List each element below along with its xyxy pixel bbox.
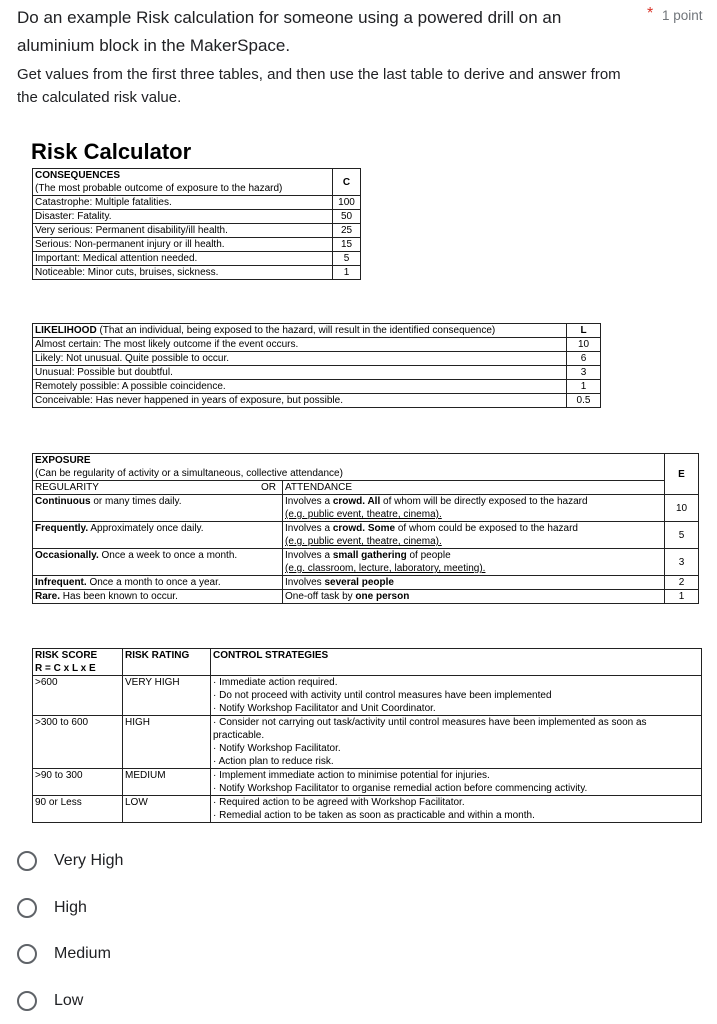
table-row [33,224,361,238]
table-row [33,238,361,252]
attendance-term: one person [355,591,410,602]
row-value: 50 [333,210,361,224]
exposure-header: EXPOSURE [35,455,91,466]
regularity-term: Frequently. [35,523,89,534]
attendance-text: One-off task by [285,591,356,602]
table-header-row [33,454,699,481]
consequences-col-header: C [333,169,361,196]
table-row [33,549,699,576]
regularity-text: or many times daily. [90,496,182,507]
regularity-term: Rare. [35,591,61,602]
attendance-text: Involves a [285,550,333,561]
row-label: Unusual: Possible but doubtful. [33,366,567,380]
likelihood-col-header: L [567,324,601,338]
attendance-text: of people [406,550,451,561]
risk-rating: LOW [123,796,211,823]
row-value: 100 [333,196,361,210]
control-item: Required action to be agreed with Workshop Facilitator. [219,797,465,808]
exposure-table [32,453,699,604]
consequences-header: CONSEQUENCES [35,170,121,181]
question-description: Get values from the first three tables, and then use the last table to derive and answer from the calculated risk value. [17,66,621,106]
attendance-text: of whom could be exposed to the hazard [395,523,578,534]
option-label: Medium [54,945,111,963]
table-row [33,210,361,224]
attendance-term: crowd. All [332,496,381,507]
row-value: 10 [567,338,601,352]
table-row [33,338,601,352]
radio-button[interactable] [17,898,37,918]
control-item: Notify Workshop Facilitator and Unit Coordinator. [219,703,436,714]
control-item: Notify Workshop Facilitator to organise remedial action before commencing activity. [219,783,588,794]
control-item: Immediate action required. [219,677,338,688]
row-label: Important: Medical attention needed. [33,252,333,266]
table-row [33,366,601,380]
table-row [33,252,361,266]
regularity-text: Approximately once daily. [88,523,204,534]
risk-rating-header: RISK RATING [123,649,211,676]
question-title: Do an example Risk calculation for someone using a powered drill on an aluminium block in the MakerSpace. [17,8,562,55]
exposure-col-header: E [665,454,699,495]
table-row [33,394,601,408]
table-row: >300 to 600 HIGH · Consider not carrying out task/activity until control measures have been implemented as soon as practicable. · Notify Workshop Facilitator. · Action plan to reduce risk. [33,716,702,769]
answer-options [17,838,123,1024]
table-row [33,522,699,549]
table-row [33,196,361,210]
row-value: 15 [333,238,361,252]
risk-rating: HIGH [123,716,211,769]
row-value: 1 [665,590,699,604]
or-label: OR [261,482,276,493]
risk-score-table [32,648,702,823]
row-label: Likely: Not unusual. Quite possible to occur. [33,352,567,366]
row-label: Disaster: Fatality. [33,210,333,224]
table-row [33,266,361,280]
row-label: Catastrophe: Multiple fatalities. [33,196,333,210]
attendance-text: Involves a [285,523,333,534]
regularity-header: REGULARITY [35,482,99,493]
attendance-term: small gathering [332,550,407,561]
row-value: 1 [333,266,361,280]
radio-button[interactable] [17,944,37,964]
option-label: Very High [54,852,124,870]
attendance-example: (e.g. public event, theatre, cinema). [285,536,442,547]
risk-score: 90 or Less [33,796,123,823]
radio-button[interactable] [17,851,37,871]
table-row: 90 or Less LOW · Required action to be agreed with Workshop Facilitator. · Remedial action to be taken as soon as practicable and within a month. [33,796,702,823]
row-label: Noticeable: Minor cuts, bruises, sickness. [33,266,333,280]
control-item: Consider not carrying out task/activity until control measures have been implemented as soon as practicable. [213,717,647,741]
consequences-table [32,168,361,280]
row-value: 3 [567,366,601,380]
risk-score: >300 to 600 [33,716,123,769]
row-value: 0.5 [567,394,601,408]
table-header-row [33,649,702,676]
regularity-term: Occasionally. [35,550,99,561]
risk-rating: MEDIUM [123,769,211,796]
risk-score-header: RISK SCORE [35,650,98,661]
row-value: 5 [333,252,361,266]
table-row: >600 VERY HIGH · Immediate action required. · Do not proceed with activity until control measures have been implemented · Notify Workshop Facilitator and Unit Coordinator. [33,676,702,716]
table-row [33,590,699,604]
row-value: 2 [665,576,699,590]
option-very-high[interactable] [17,838,123,885]
row-label: Serious: Non-permanent injury or ill health. [33,238,333,252]
row-value: 10 [665,495,699,522]
likelihood-header: LIKELIHOOD [35,325,97,336]
attendance-example: (e.g. classroom, lecture, laboratory, meeting). [285,563,486,574]
row-value: 25 [333,224,361,238]
points-label: 1 point [662,8,703,23]
regularity-text: Once a month to once a year. [86,577,221,588]
row-label: Almost certain: The most likely outcome if the event occurs. [33,338,567,352]
control-item: Do not proceed with activity until control measures have been implemented [219,690,552,701]
row-label: Very serious: Permanent disability/ill health. [33,224,333,238]
control-item: Remedial action to be taken as soon as practicable and within a month. [219,810,535,821]
table-row [33,576,699,590]
likelihood-table [32,323,601,408]
control-strategies-header: CONTROL STRATEGIES [211,649,702,676]
risk-formula: R = C x L x E [35,663,96,674]
option-medium[interactable] [17,931,123,978]
table-row [33,380,601,394]
required-asterisk: * [647,5,654,22]
table-row: >90 to 300 MEDIUM · Implement immediate action to minimise potential for injuries. · Notify Workshop Facilitator to organise remedial action before commencing activity. [33,769,702,796]
attendance-example: (e.g. public event, theatre, cinema). [285,509,442,520]
table-header-row [33,169,361,196]
likelihood-header-rest: (That an individual, being exposed to the hazard, will result in the identified consequence) [99,325,496,336]
option-label: Low [54,991,84,1009]
risk-calculator-image [29,136,702,826]
risk-calculator-title: Risk Calculator [31,139,192,164]
exposure-subheader: (Can be regularity of activity or a simultaneous, collective attendance) [35,468,343,479]
control-item: Implement immediate action to minimise potential for injuries. [219,770,490,781]
attendance-text: Involves [285,577,325,588]
option-low[interactable] [17,978,123,1024]
row-label: Conceivable: Has never happened in years of exposure, but possible. [33,394,567,408]
table-row [33,352,601,366]
regularity-term: Infrequent. [35,577,87,588]
table-subheader-row [33,481,699,495]
attendance-term: several people [324,577,394,588]
attendance-text: of whom will be directly exposed to the hazard [380,496,588,507]
table-header-row [33,324,601,338]
control-item: Action plan to reduce risk. [218,756,334,767]
option-high[interactable] [17,885,123,932]
consequences-subheader: (The most probable outcome of exposure to the hazard) [35,183,283,194]
risk-score: >600 [33,676,123,716]
row-label: Remotely possible: A possible coincidence. [33,380,567,394]
row-value: 1 [567,380,601,394]
row-value: 5 [665,522,699,549]
regularity-text: Has been known to occur. [60,591,178,602]
control-item: Notify Workshop Facilitator. [219,743,341,754]
attendance-term: crowd. Some [332,523,396,534]
row-value: 3 [665,549,699,576]
risk-score: >90 to 300 [33,769,123,796]
radio-button[interactable] [17,991,37,1011]
option-label: High [54,898,87,916]
row-value: 6 [567,352,601,366]
attendance-header: ATTENDANCE [283,481,665,495]
attendance-text: Involves a [285,496,333,507]
table-row [33,495,699,522]
regularity-term: Continuous [35,496,91,507]
regularity-text: Once a week to once a month. [98,550,238,561]
risk-rating: VERY HIGH [123,676,211,716]
